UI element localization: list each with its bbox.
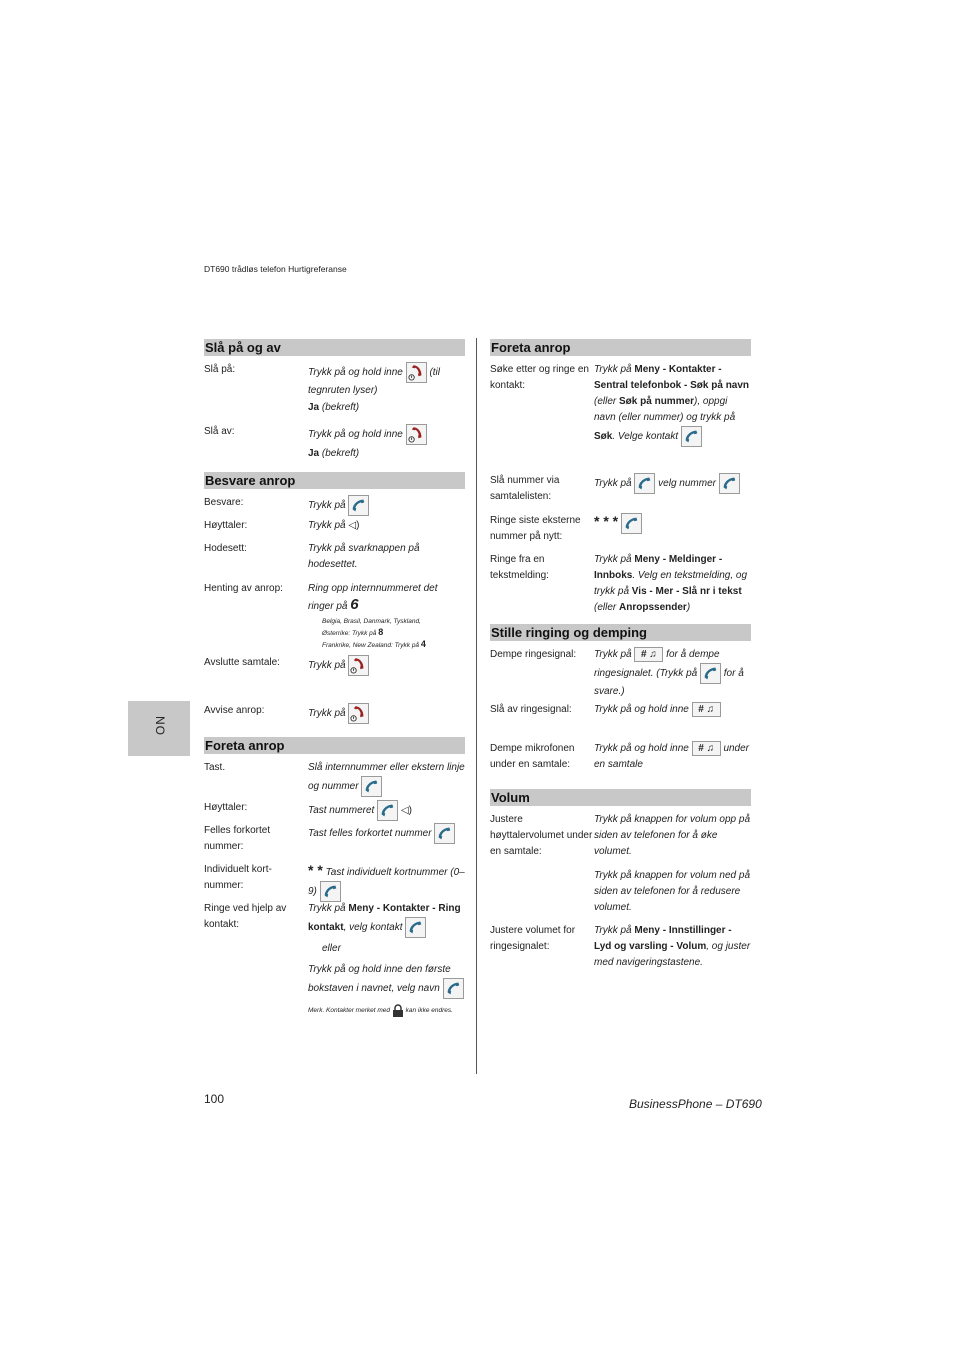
lock-icon [392,1004,404,1017]
call-key-icon [361,776,382,797]
row-or: eller [322,943,341,954]
call-key-icon [405,917,426,938]
speaker-icon: ◁) [348,520,360,531]
row-common-speed-dial: Felles forkortet nummer: Tast felles forkortet nummer [204,823,465,862]
row-label: Slå på: [204,364,236,375]
hash-key-icon: # ♫ [634,647,663,662]
row-power-off: Slå av: Trykk på og hold inne [204,424,465,446]
row-power-on: Slå på: Trykk på og hold inne (til tegnruten lyser) [204,362,465,400]
section-heading-volume: Volum [490,789,751,806]
row-call-list: Slå nummer via samtalelisten: Trykk på velg nummer [490,473,751,513]
row-mute-mic: Dempe mikrofonen under en samtale: Trykk på og hold inne # ♫ under en samtale [490,743,750,771]
row-reject: Avvise anrop: Trykk på [204,703,465,729]
right-column [490,339,751,973]
section-heading-answer: Besvare anrop [204,472,465,489]
language-tab: NO [128,701,190,756]
end-call-key-icon [406,424,427,445]
row-redial: Ringe siste eksterne nummer på nytt: * * * [490,513,751,552]
row-pickup: Henting av anrop: Ring opp internnummeret det ringer på 6 [204,583,438,613]
call-key-icon [621,513,642,534]
column-divider [476,338,477,1074]
row-lock-note: Merk. Kontakter merket med kan ikke endres. [204,1004,465,1020]
call-key-icon [443,978,464,999]
running-header: DT690 trådløs telefon Hurtigreferanse [204,264,347,274]
row-volume-up: Justere høyttalervolumet under en samtale: Trykk på knappen for volum opp på siden av telefonen for å øke volumet. [490,814,751,857]
call-key-icon [320,881,341,902]
speaker-icon: ◁) [400,805,412,817]
call-key-icon [681,426,702,447]
call-key-icon [634,473,655,494]
row-confirm: Ja (bekreft) [308,402,360,413]
row-dial-speaker: Høyttaler: Tast nummeret ◁) [204,800,465,823]
call-key-icon [719,473,740,494]
left-column [204,339,465,1020]
call-key-icon [377,800,398,821]
row-pickup-note: Belgia, Brasil, Danmark, Tyskland, Østerrike: Trykk på 8 Frankrike, New Zealand: Trykk på 4 [322,618,426,649]
call-key-icon [434,823,455,844]
row-answer: Besvare: Trykk på [204,495,465,518]
row-ring-volume: Justere volumet for ringesignalet: Trykk på Meny - Innstillinger - Lyd og varsling - Volum, og juster med navigeringstastene. [490,925,751,968]
section-heading-call: Foreta anrop [204,737,465,754]
row-search-contact: Søke etter og ringe en kontakt: Trykk på Meny - Kontakter - Sentral telefonbok - Søk på navn (eller Søk på nummer), oppgi navn (eller nummer) og trykk på Søk. Velge kontakt [490,362,751,473]
section-heading-on-off: Slå på og av [204,339,465,356]
row-confirm: Ja (bekreft) [308,448,360,459]
footer-product: BusinessPhone – DT690 [629,1097,762,1111]
row-individual-speed-dial: Individuelt kort-nummer: * * Tast individuelt kortnummer (0–9) [204,862,465,901]
end-call-key-icon [406,362,427,383]
section-heading-silence: Stille ringing og demping [490,624,751,641]
row-call-contact: Ringe ved hjelp av kontakt: Trykk på Meny - Kontakter - Ring kontakt, velg kontakt [204,901,465,941]
hash-key-icon: # ♫ [692,741,721,756]
row-dial: Tast. Slå internnummer eller ekstern linje og nummer [204,760,465,800]
call-key-icon [348,495,369,516]
row-volume-down: Trykk på knappen for volum ned på siden av telefonen for å redusere volumet. [594,870,751,913]
row-ring-off: Slå av ringesignal: Trykk på og hold inne # ♫ [490,702,751,741]
end-call-key-icon [348,655,369,676]
row-label: Slå av: [204,426,235,437]
hash-key-icon: # ♫ [692,702,721,717]
row-headset: Hodesett: Trykk på svarknappen på hodesettet. [204,543,420,570]
row-mute-ring: Dempe ringesignal: Trykk på # ♫ for å dempe ringesignalet. (Trykk på for å svare.) [490,649,744,698]
row-end-call: Avslutte samtale: Trykk på [204,655,465,703]
row-hold-letter: Trykk på og hold inne den første bokstaven i navnet, velg navn [204,962,465,1004]
end-call-key-icon [348,703,369,724]
row-from-message: Ringe fra en tekstmelding: Trykk på Meny - Meldinger - Innboks. Velg en tekstmelding, og trykk på Vis - Mer - Slå nr i tekst (eller Anropssender) [490,554,748,613]
section-heading-call-right: Foreta anrop [490,339,751,356]
page-number: 100 [204,1092,225,1106]
call-key-icon [700,663,721,684]
row-speaker: Høyttaler: Trykk på ◁) [204,520,360,531]
